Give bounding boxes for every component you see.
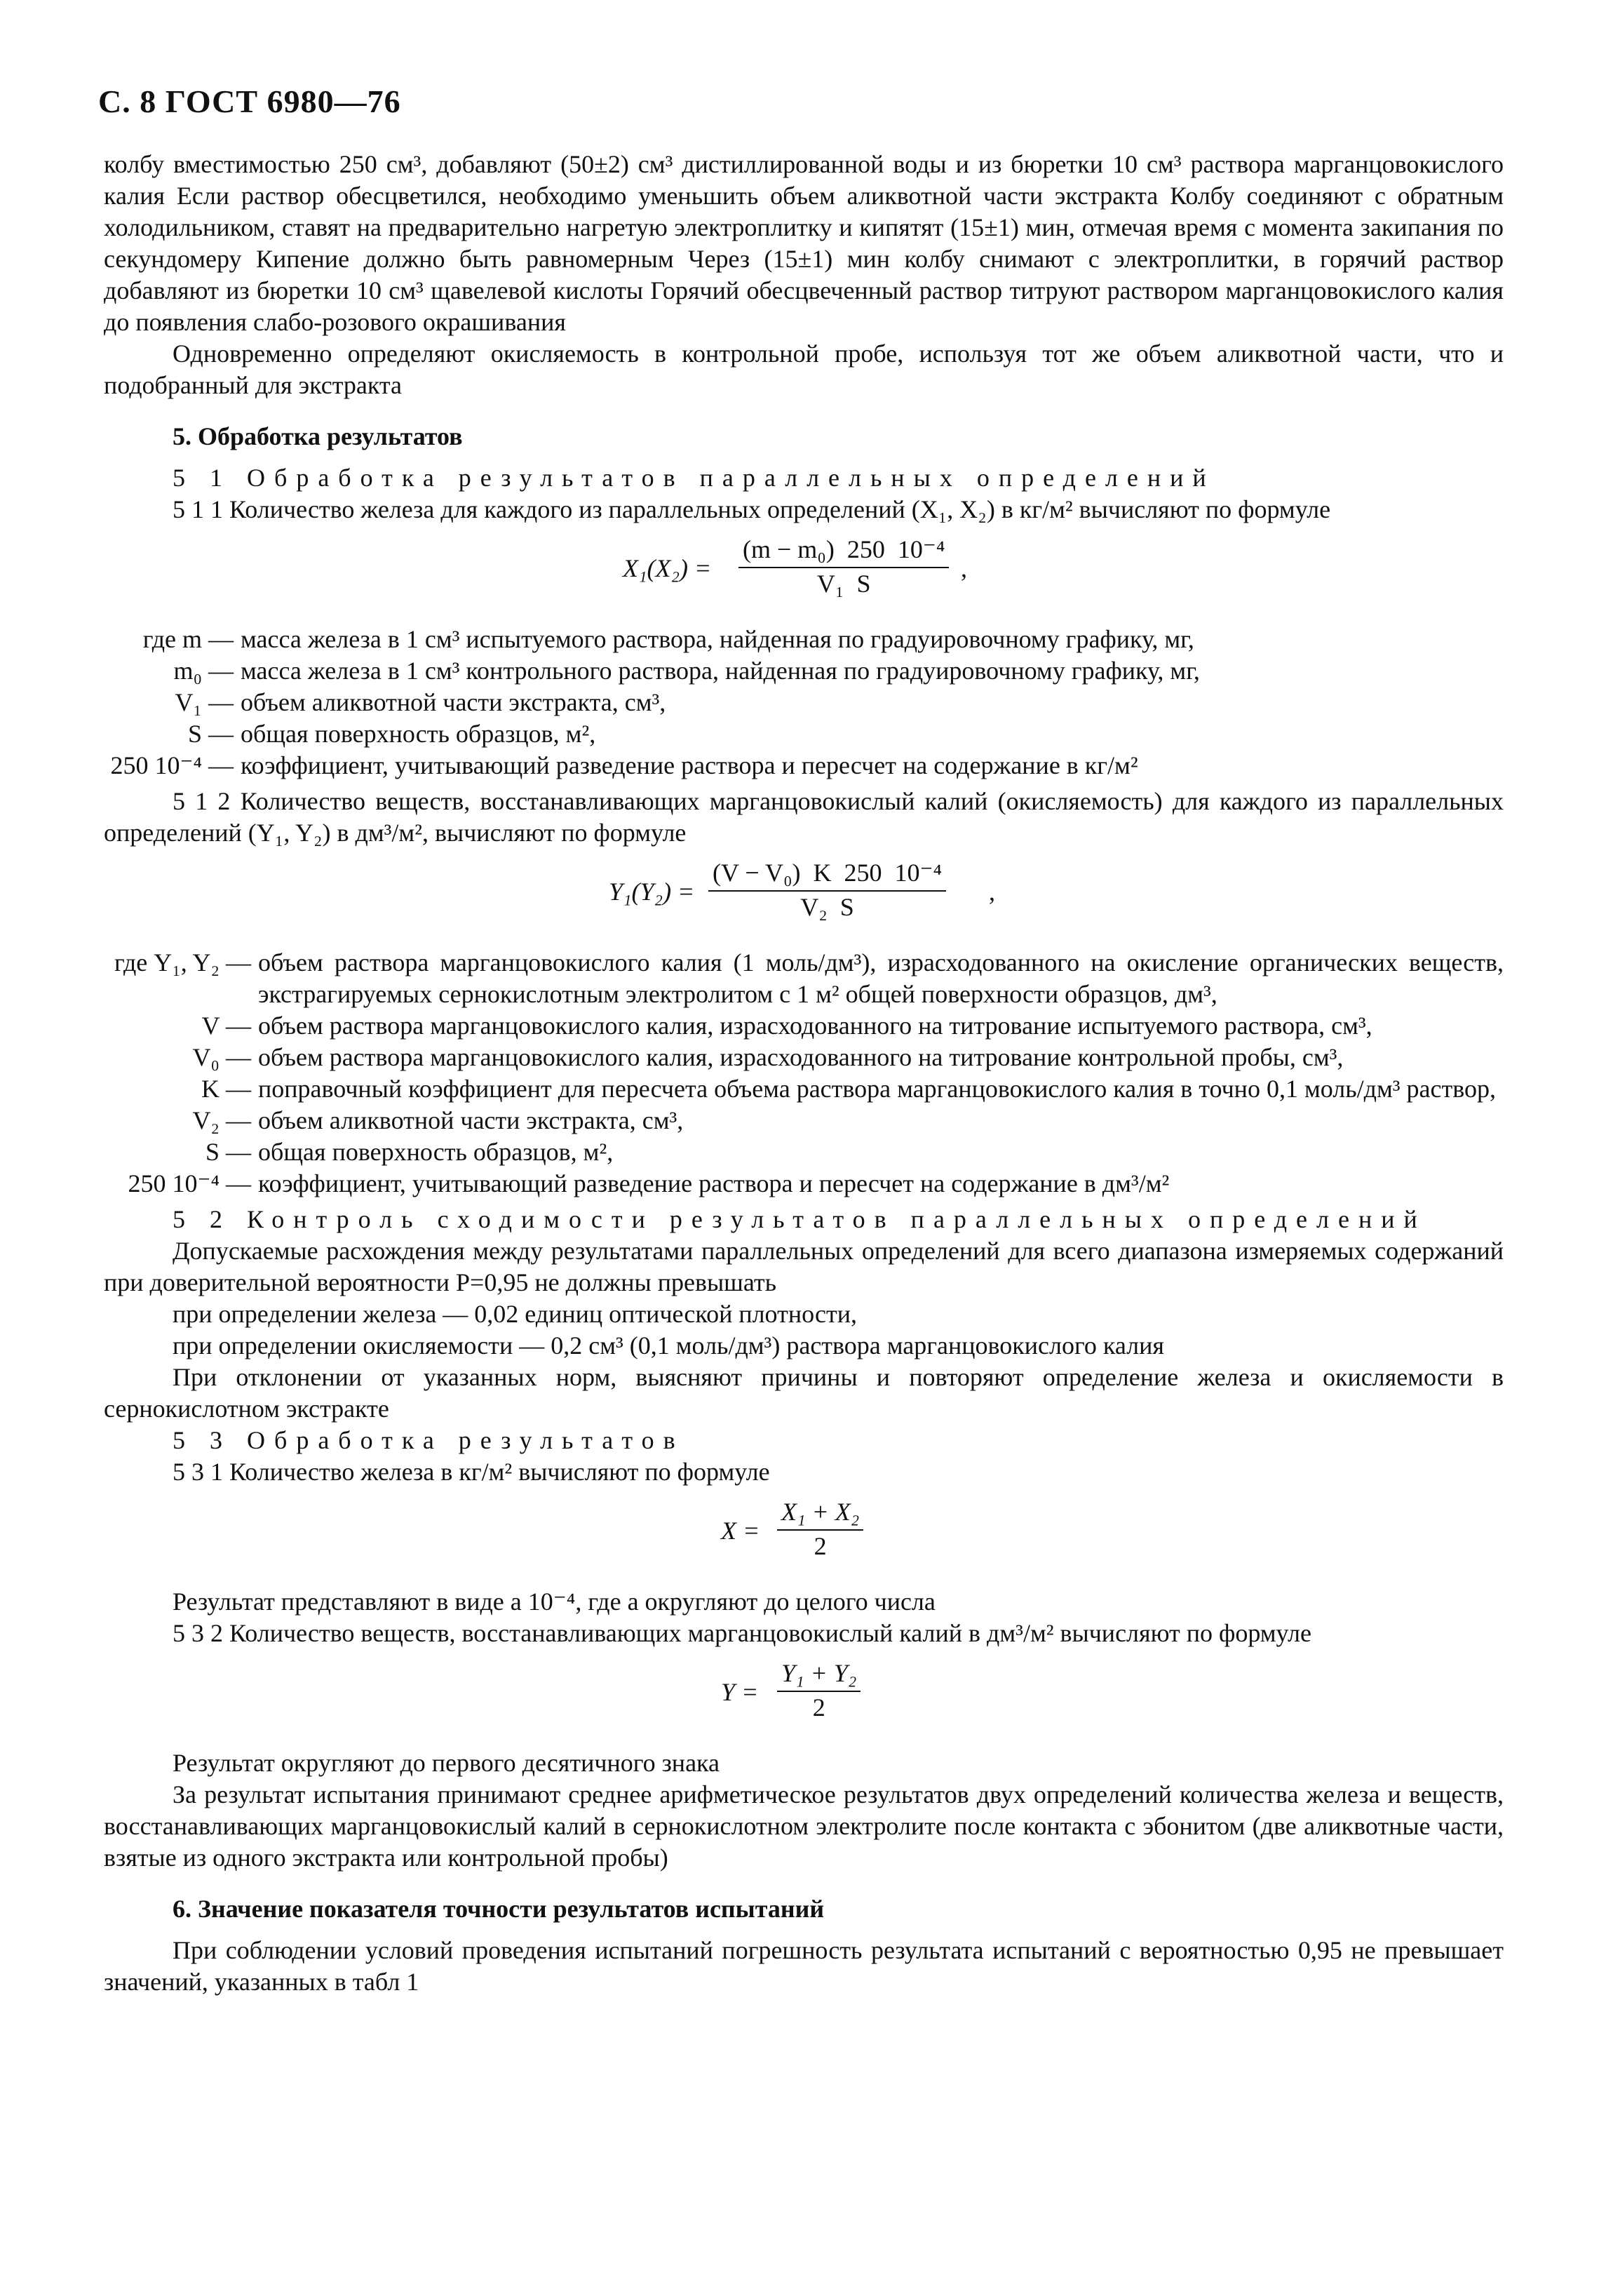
legend-definition: объем раствора марганцовокислого калия, израсходованного на титрование контрольной пробы, см³, — [258, 1043, 1344, 1071]
formula-fraction — [738, 534, 949, 600]
formula-iron — [104, 534, 1504, 615]
legend-item — [104, 947, 1504, 1010]
legend-term: S — — [205, 1138, 251, 1166]
clause-5-3-1: 5 3 1 Количество железа в кг/м² вычисляют по формуле — [173, 1458, 770, 1486]
legend-item — [104, 687, 1504, 718]
formula-denominator: V₁ S — [816, 570, 871, 598]
page-header: С. 8 ГОСТ 6980—76 — [98, 83, 401, 119]
formula-fraction — [777, 1658, 861, 1724]
formula-comma: , — [989, 878, 995, 906]
paragraph-deviation: При отклонении от указанных норм, выясняют причины и повторяют определение железа и окисляемости в сернокислотном экстракте — [104, 1363, 1504, 1423]
legend-definition: масса железа в 1 см³ испытуемого раствора, найденная по градуировочному графику, мг, — [241, 625, 1194, 653]
legend-term: где m — — [142, 625, 234, 653]
paragraph-accuracy: При соблюдении условий проведения испытаний погрешность результата испытаний с вероятностью 0,95 не превышает значений, указанных в табл 1 — [104, 1936, 1504, 1996]
legend-item — [104, 1136, 1504, 1168]
paragraph-tolerance-iron: при определении железа — 0,02 единиц оптической плотности, — [173, 1300, 857, 1328]
formula-denominator: 2 — [814, 1532, 827, 1560]
legend-item — [104, 1168, 1504, 1200]
subsection-5-3-heading: 5 3 Обработка результатов — [173, 1426, 684, 1454]
formula-oxidizability — [104, 857, 1504, 939]
legend-definition: поправочный коэффициент для пересчета объема раствора марганцовокислого калия в точно 0,1 моль/дм³ раствор, — [258, 1075, 1496, 1103]
formula-numerator: Y₁ + Y₂ — [781, 1659, 857, 1687]
section-5-heading: 5. Обработка результатов — [173, 422, 463, 450]
legend-definition: объем раствора марганцовокислого калия (1 моль/дм³), израсходованного на окисление органических веществ, экстрагируемых сернокислотным электролитом с 1 м² общей поверхности образцов, дм³, — [258, 948, 1504, 1008]
clause-5-1-1: 5 1 1 Количество железа для каждого из параллельных определений (X₁, X₂) в кг/м² вычисляют по формуле — [173, 495, 1331, 523]
formula-mean-iron — [104, 1496, 1504, 1578]
formula-lhs: X₁(X₂) = — [623, 554, 712, 582]
formula-fraction — [777, 1496, 863, 1562]
legend-term: V — — [201, 1012, 251, 1040]
legend-definition: объем аликвотной части экстракта, см³, — [241, 688, 666, 716]
legend-item — [104, 718, 1504, 750]
legend-term: 250 10⁻⁴ — — [128, 1169, 251, 1197]
document-body — [104, 149, 1504, 1998]
legend-term: m₀ — — [173, 657, 234, 685]
legend-iron — [104, 624, 1504, 781]
legend-item — [104, 750, 1504, 781]
formula-lhs: Y = — [721, 1678, 759, 1706]
clause-5-1-2: 5 1 2 Количество веществ, восстанавливающих марганцовокислый калий (окисляемость) для каждого из параллельных определений (Y₁, Y₂) в дм³/м², вычисляют по формуле — [104, 787, 1504, 847]
legend-definition: общая поверхность образцов, м², — [241, 720, 596, 748]
legend-term: V₀ — — [192, 1043, 251, 1071]
formula-numerator: (m − m₀) 250 10⁻⁴ — [743, 535, 945, 563]
legend-item — [104, 1105, 1504, 1136]
formula-comma: , — [961, 554, 967, 582]
subsection-5-1-heading: 5 1 Обработка результатов параллельных определений — [173, 464, 1215, 492]
legend-definition: коэффициент, учитывающий разведение раствора и пересчет на содержание в дм³/м² — [258, 1169, 1170, 1197]
legend-term: где Y₁, Y₂ — — [114, 948, 251, 976]
legend-definition: масса железа в 1 см³ контрольного раствора, найденная по градуировочному графику, мг, — [241, 657, 1200, 685]
formula-lhs: Y₁(Y₂) = — [609, 878, 695, 906]
paragraph-test-result: За результат испытания принимают среднее арифметическое результатов двух определений количества железа и веществ, восстанавливающих марганцовокислый калий в сернокислотном электролите после контакта с эбонитом (две аликвотные части, взятые из одного экстракта или контрольной пробы) — [104, 1780, 1504, 1872]
subsection-5-2-heading: 5 2 Контроль сходимости результатов параллельных определений — [173, 1205, 1426, 1233]
legend-item — [104, 1010, 1504, 1042]
paragraph-tolerance-oxidizability: при определении окисляемости — 0,2 см³ (0,1 моль/дм³) раствора марганцовокислого калия — [173, 1331, 1164, 1360]
paragraph-rounding-oxidizability: Результат округляют до первого десятичного знака — [173, 1749, 720, 1777]
formula-mean-oxidizability — [104, 1658, 1504, 1739]
legend-item — [104, 624, 1504, 655]
formula-fraction — [708, 857, 946, 923]
paragraph-tolerance: Допускаемые расхождения между результатами параллельных определений для всего диапазона измеряемых содержаний при доверительной вероятности P=0,95 не должны превышать — [104, 1237, 1504, 1296]
legend-definition: общая поверхность образцов, м², — [258, 1138, 614, 1166]
legend-item — [104, 1042, 1504, 1073]
formula-denominator: V₂ S — [800, 893, 854, 921]
legend-term: S — — [187, 720, 234, 748]
legend-item — [104, 1073, 1504, 1105]
legend-definition: коэффициент, учитывающий разведение раствора и пересчет на содержание в кг/м² — [241, 751, 1138, 779]
legend-term: V₂ — — [192, 1106, 251, 1134]
paragraph-procedure: колбу вместимостью 250 см³, добавляют (50±2) см³ дистиллированной воды и из бюретки 10 см³ раствора марганцовокислого калия Если раствор обесцветился, необходимо уменьшить объем аликвотной части экстракта Колбу соединяют с обратным холодильником, ставят на предварительно нагретую электроплитку и кипятят (15±1) мин, отмечая время с момента закипания по секундомеру Кипение должно быть равномерным Через (15±1) мин колбу снимают с электроплитки, в горячий раствор добавляют из бюретки 10 см³ щавелевой кислоты Горячий обесцвеченный раствор титруют раствором марганцовокислого калия до появления слабо-розового окрашивания — [104, 150, 1504, 336]
legend-definition: объем аликвотной части экстракта, см³, — [258, 1106, 684, 1134]
legend-oxidizability — [104, 947, 1504, 1200]
legend-term: V₁ — — [175, 688, 234, 716]
paragraph-control-sample: Одновременно определяют окисляемость в контрольной пробе, используя тот же объем аликвотной части, что и подобранный для экстракта — [104, 340, 1504, 399]
formula-numerator: X₁ + X₂ — [781, 1498, 860, 1526]
formula-denominator: 2 — [812, 1693, 825, 1721]
legend-item — [104, 655, 1504, 687]
legend-definition: объем раствора марганцовокислого калия, израсходованного на титрование испытуемого раствора, см³, — [258, 1012, 1372, 1040]
legend-term: 250 10⁻⁴ — — [110, 751, 234, 779]
legend-term: K — — [201, 1075, 251, 1103]
formula-numerator: (V − V₀) K 250 10⁻⁴ — [713, 859, 943, 887]
paragraph-rounding-iron: Результат представляют в виде a 10⁻⁴, где a округляют до целого числа — [173, 1587, 936, 1616]
clause-5-3-2: 5 3 2 Количество веществ, восстанавливающих марганцовокислый калий в дм³/м² вычисляют по формуле — [173, 1619, 1311, 1647]
section-6-heading: 6. Значение показателя точности результатов испытаний — [173, 1895, 825, 1923]
formula-lhs: X = — [721, 1517, 760, 1545]
